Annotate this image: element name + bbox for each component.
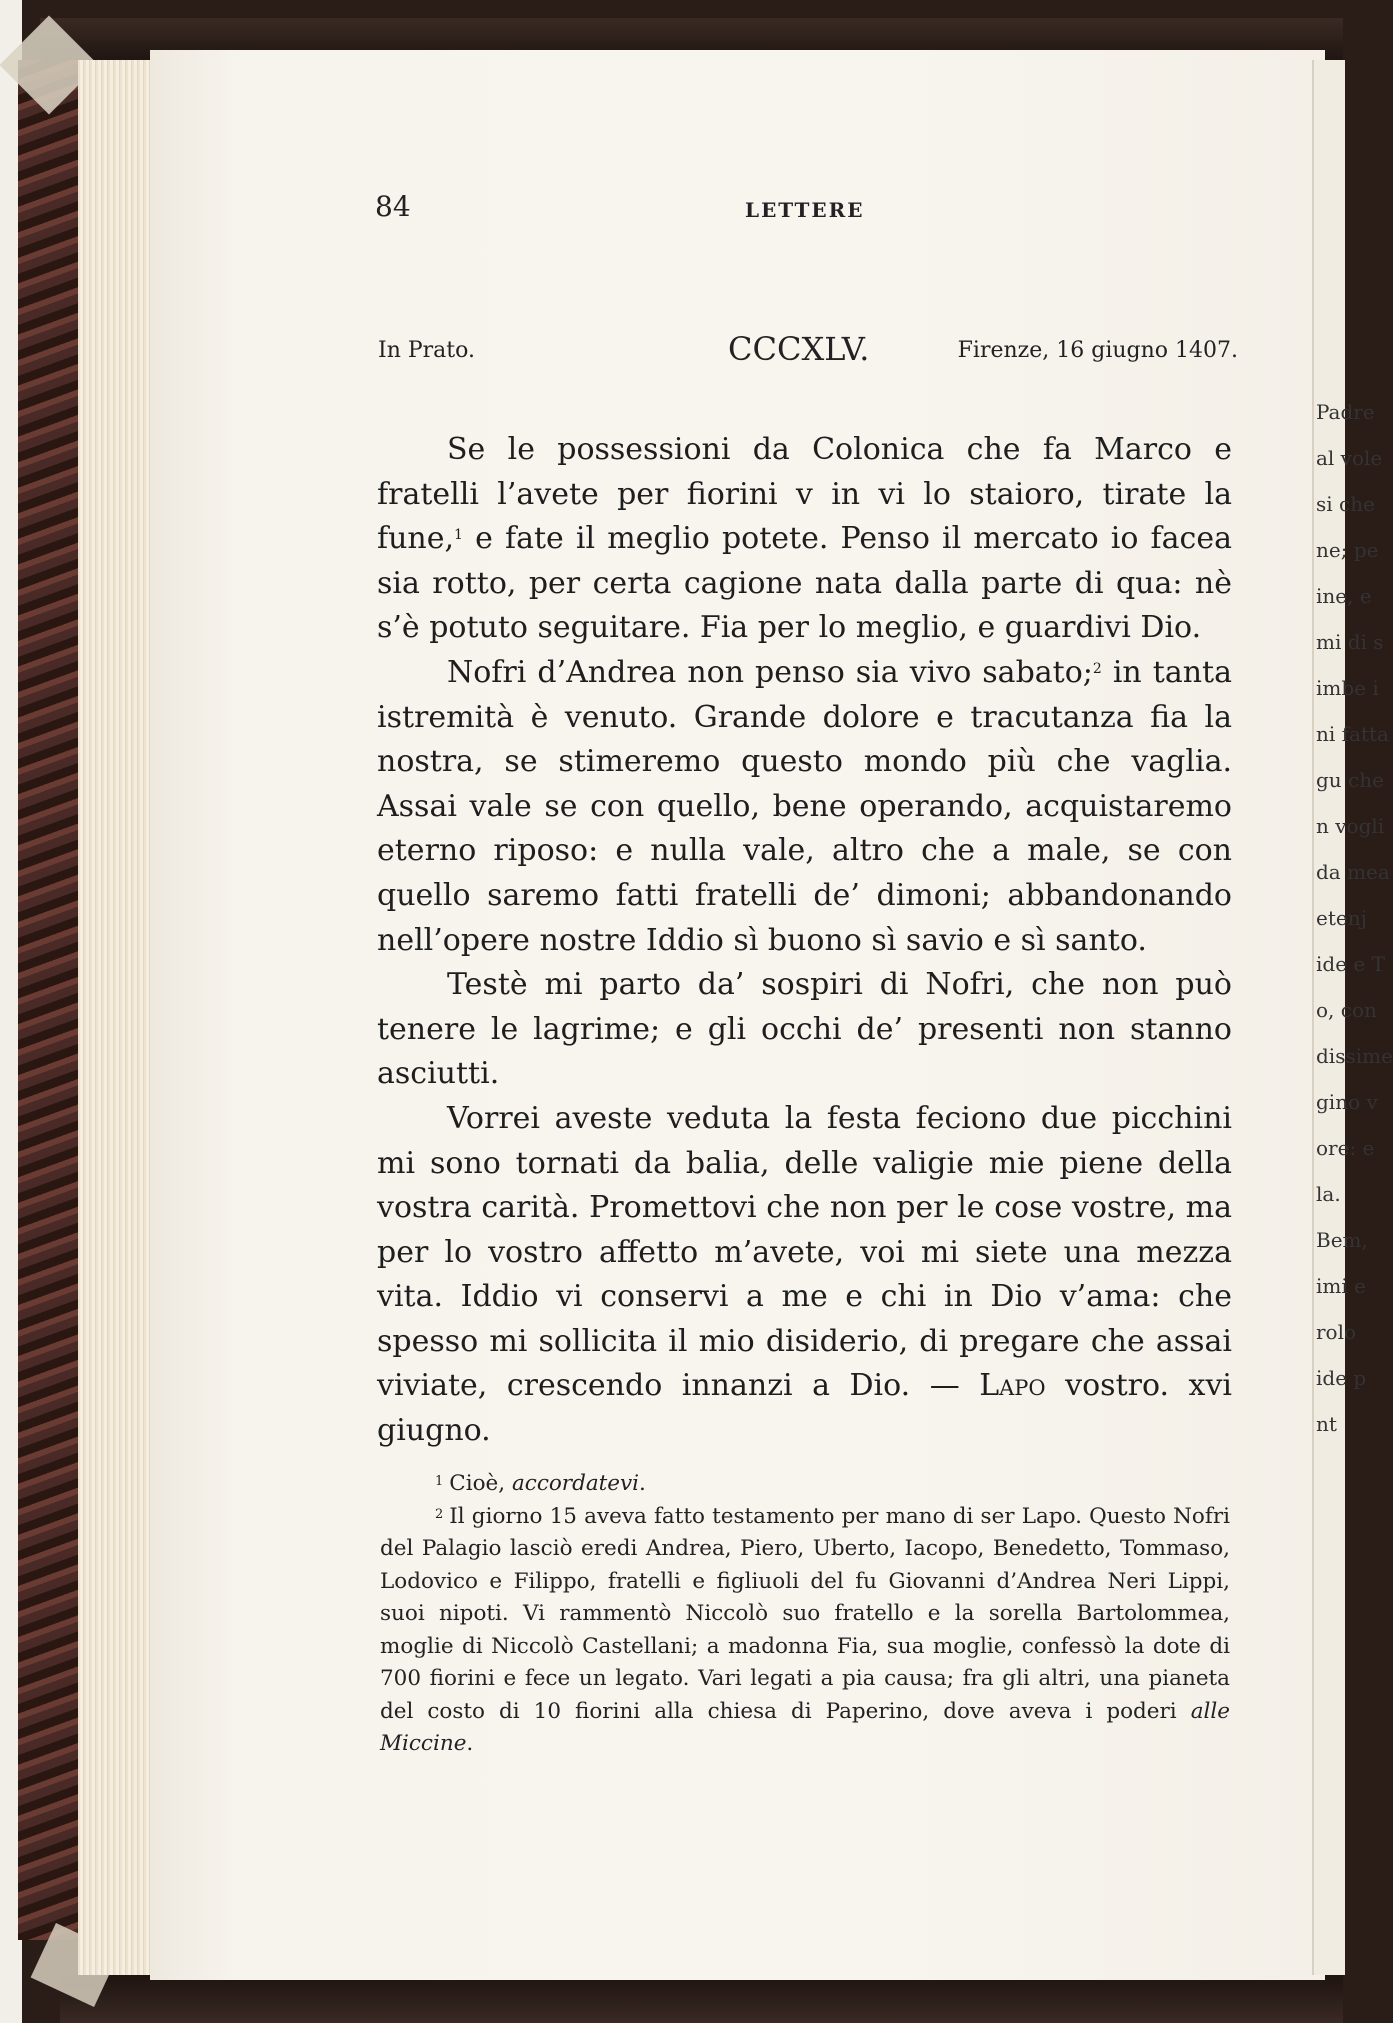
paragraph: Vorrei aveste veduta la festa feciono due picchini mi sono tornati da balia, delle valigie mie piene della vostra carità. Promettovi che non per le cose vostre, ma per lo vostro affetto m’avete, voi mi siete una mezza vita. Iddio vi conservi a me e chi in Dio v’ama: che spesso mi sollicita il mio disiderio, di pregare che assai viviate, crescendo innanzi a Dio. — Lapo vostro. xvi giugno.	[377, 1100, 1232, 1449]
adjacent-page-fragment: la.	[1316, 1182, 1341, 1206]
page-stack-edge	[78, 60, 156, 1975]
letter-body	[377, 428, 1232, 1454]
letter-number: CCCXLV.	[728, 330, 870, 368]
adjacent-page-fragment: nt	[1316, 1412, 1337, 1436]
adjacent-page-fragment: ore: e	[1316, 1136, 1375, 1160]
footnote: $^2$ Il giorno 15 aveva fatto testamento per mano di ser Lapo. Questo Nofri del Palagio lasciò eredi Andrea, Piero, Uberto, Iacopo, Benedetto, Tommaso, Lodovico e Filippo, fratelli e figliuoli del fu Giovanni d’Andrea Neri Lippi, suoi nipoti. Vi rammentò Niccolò suo fratello e la sorella Bartolommea, moglie di Niccolò Castellani; a madonna Fia, sua moglie, confessò la dote di 700 fiorini e fece un legato. Vari legati a pia causa; fra gli altri, una pianeta del costo di 10 fiorini alla chiesa di Paperino, dove aveva i poderi alle Miccine.	[380, 1503, 1230, 1756]
adjacent-page-fragment: o, con	[1316, 998, 1377, 1022]
adjacent-page-fragment: imbe i	[1316, 676, 1379, 700]
adjacent-page	[1312, 60, 1393, 1975]
adjacent-page-fragment: al vole	[1316, 446, 1383, 470]
adjacent-page-fragment: Bem,	[1316, 1228, 1368, 1252]
footnote-ref: 1	[454, 527, 463, 544]
letter-heading	[378, 330, 1238, 370]
adjacent-page-fragment: gino v	[1316, 1090, 1378, 1114]
running-title: LETTERE	[745, 198, 865, 222]
adjacent-page-fragment: da mea	[1316, 860, 1390, 884]
letter-place: In Prato.	[378, 338, 475, 363]
adjacent-page-fragment: ide e T	[1316, 952, 1385, 976]
adjacent-page-fragment: rolo	[1316, 1320, 1357, 1344]
adjacent-page-fragment: ine, e	[1316, 584, 1372, 608]
footnotes	[380, 1468, 1230, 1761]
book-cover-bottom	[60, 1975, 1343, 2023]
page-number: 84	[375, 190, 411, 223]
paragraph: Testè mi parto da’ sospiri di Nofri, che non può tenere le lagrime; e gli occhi de’ presenti non stanno asciutti.	[377, 967, 1232, 1092]
signature: Lapo	[979, 1368, 1046, 1404]
letter-dateline: Firenze, 16 giugno 1407.	[957, 338, 1238, 363]
footnote-ref: 2	[1092, 660, 1102, 677]
adjacent-page-fragment: mi di s	[1316, 630, 1384, 654]
adjacent-page-fragment: gu che	[1316, 768, 1384, 792]
marbled-binding	[18, 60, 78, 1940]
adjacent-page-fragment: etenj	[1316, 906, 1367, 930]
footnote: $^1$ Cioè, accordatevi.	[435, 1471, 646, 1496]
running-head	[375, 190, 1235, 230]
adjacent-page-fragment: ide p	[1316, 1366, 1367, 1390]
adjacent-page-fragment: si che	[1316, 492, 1375, 516]
adjacent-page-fragment: Padre	[1316, 400, 1375, 424]
adjacent-page-fragment: ni fatta	[1316, 722, 1389, 746]
paragraph: Nofri d’Andrea non penso sia vivo sabato;$^2$ in tanta istremità è venuto. Grande dolore e tracutanza fia la nostra, se stimeremo questo mondo più che vaglia. Assai vale se con quello, bene operando, acquistaremo eterno riposo: e nulla vale, altro che a male, se con quello saremo fatti fratelli de’ dimoni; abbandonando nell’opere nostre Iddio sì buono sì savio e sì santo.	[377, 654, 1232, 958]
adjacent-page-fragment: imi e	[1316, 1274, 1366, 1298]
adjacent-page-fragment: dissime	[1316, 1044, 1393, 1068]
adjacent-page-fragment: n vogli	[1316, 814, 1385, 838]
paragraph: Se le possessioni da Colonica che fa Marco e fratelli l’avete per fiorini v in vi lo staioro, tirate la fune,$^1$ e fate il meglio potete. Penso il mercato io facea sia rotto, per certa cagione nata dalla parte di qua: nè s’è potuto seguitare. Fia per lo meglio, e guardivi Dio.	[377, 432, 1232, 646]
adjacent-page-fragment: ne; pe	[1316, 538, 1379, 562]
